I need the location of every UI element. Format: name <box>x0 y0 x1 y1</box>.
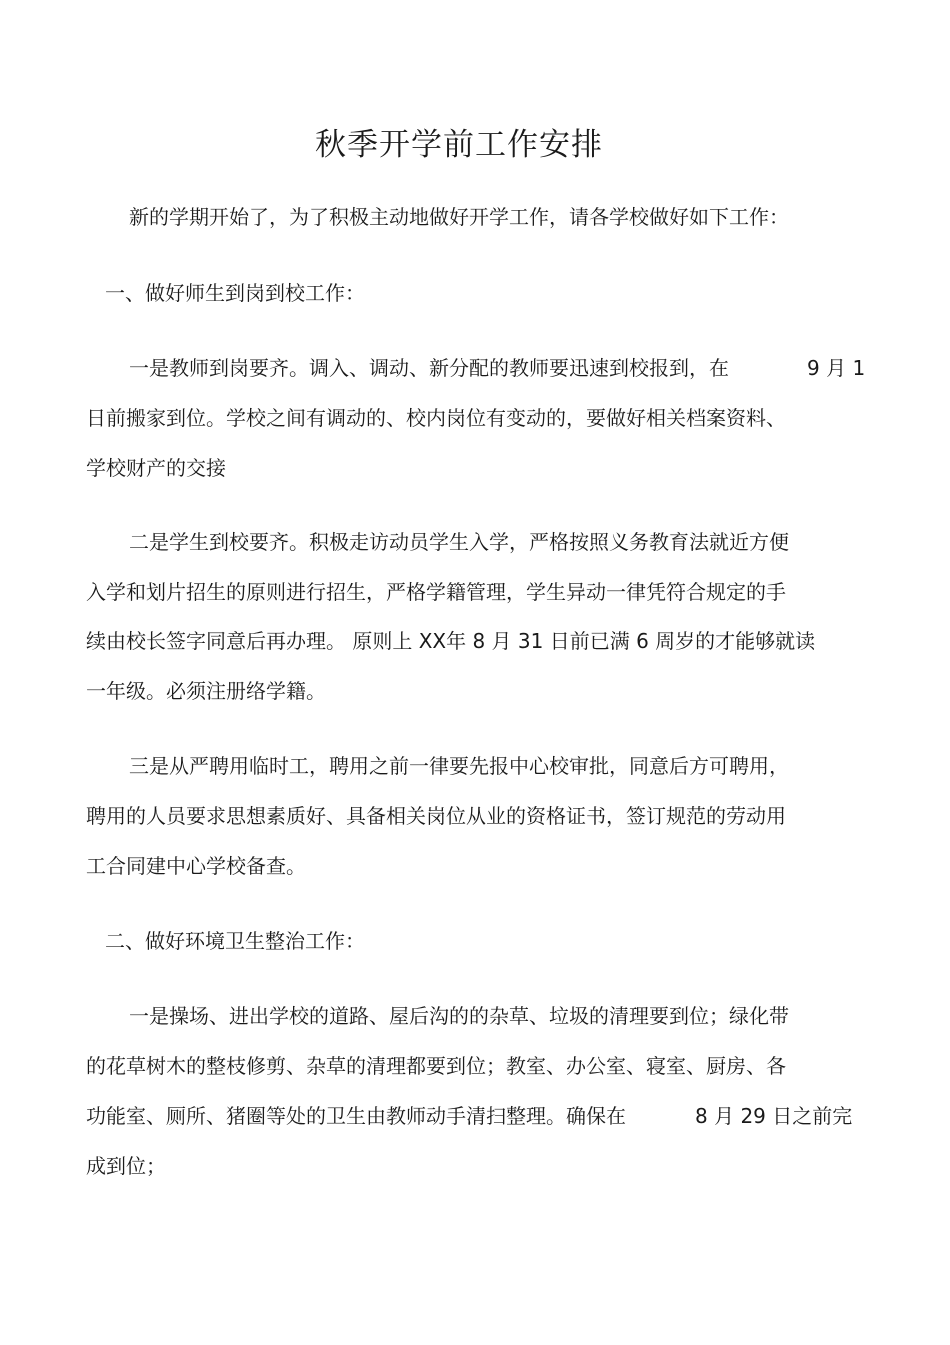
s2-item1-line3b: 8 月 29 日之前完 <box>695 1104 853 1128</box>
s1-item1-line2: 日前搬家到位。学校之间有调动的、校内岗位有变动的，要做好相关档案资料、 <box>86 406 786 430</box>
s2-item1-line1: 一是操场、进出学校的道路、屋后沟的的杂草、垃圾的清理要到位；绿化带 <box>129 1004 789 1028</box>
section-2-heading: 二、做好环境卫生整治工作： <box>105 929 365 953</box>
s1-item2-line3: 续由校长签字同意后再办理。 原则上 XX年 8 月 31 日前已满 6 周岁的才能够就读 <box>86 629 816 653</box>
s2-item1-line4: 成到位； <box>86 1154 166 1178</box>
s1-item3-line1: 三是从严聘用临时工，聘用之前一律要先报中心校审批，同意后方可聘用， <box>129 754 789 778</box>
s1-item1-line3: 学校财产的交接 <box>86 456 226 480</box>
s1-item3-line3: 工合同建中心学校备查。 <box>86 854 306 878</box>
s1-item2-line1: 二是学生到校要齐。积极走访动员学生入学，严格按照义务教育法就近方便 <box>129 530 789 554</box>
s1-item2-line2: 入学和划片招生的原则进行招生，严格学籍管理，学生异动一律凭符合规定的手 <box>86 580 786 604</box>
document-title: 秋季开学前工作安排 <box>315 127 603 163</box>
s1-item3-line2: 聘用的人员要求思想素质好、具备相关岗位从业的资格证书，签订规范的劳动用 <box>86 804 786 828</box>
s1-item2-line4: 一年级。必须注册络学籍。 <box>86 679 326 703</box>
s1-item1-line1b: 9 月 1 <box>807 356 866 380</box>
s2-item1-line3a: 功能室、厕所、猪圈等处的卫生由教师动手清扫整理。确保在 <box>86 1104 626 1128</box>
intro-paragraph: 新的学期开始了，为了积极主动地做好开学工作，请各学校做好如下工作： <box>129 205 789 229</box>
section-1-heading: 一、做好师生到岗到校工作： <box>105 281 365 305</box>
s1-item1-line1a: 一是教师到岗要齐。调入、调动、新分配的教师要迅速到校报到，在 <box>129 356 729 380</box>
s2-item1-line2: 的花草树木的整枝修剪、杂草的清理都要到位；教室、办公室、寝室、厨房、各 <box>86 1054 786 1078</box>
